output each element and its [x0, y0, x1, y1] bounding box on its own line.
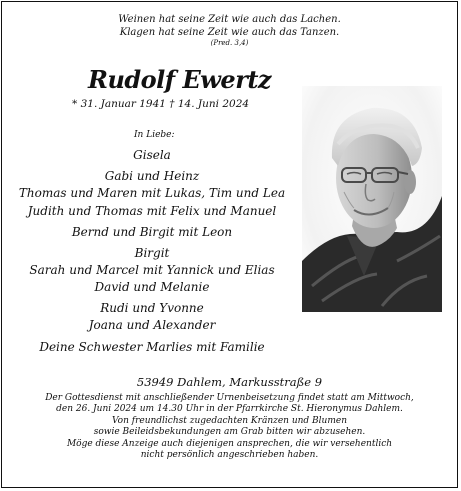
service-line: sowie Beileidsbekundungen am Grab bitten wir abzusehen.	[93, 427, 366, 438]
quote-line-1: Weinen hat seine Zeit wie auch das Lachen.	[118, 14, 341, 25]
service-line: Von freundlichst zugedachten Kränzen und Blumen	[111, 415, 347, 426]
portrait-photo	[302, 86, 442, 312]
mourner-line: David und Melanie	[94, 280, 210, 294]
deceased-name: Rudolf Ewertz	[88, 65, 272, 94]
mourners-intro: In Liebe:	[134, 130, 175, 140]
mourner-line: Sarah und Marcel mit Yannick und Elias	[29, 263, 275, 277]
quote-source: (Pred. 3,4)	[210, 39, 249, 47]
service-line: Der Gottesdienst mit anschließender Urnenbeisetzung findet statt am Mittwoch,	[45, 393, 414, 403]
service-details	[2, 393, 457, 461]
mourner-line: Joana und Alexander	[88, 318, 216, 332]
mourner-line: Gabi und Heinz	[104, 169, 200, 183]
service-line: nicht persönlich angeschrieben haben.	[140, 450, 319, 461]
service-line: den 26. Juni 2024 um 14.30 Uhr in der Pfarrkirche St. Hieronymus Dahlem.	[56, 404, 403, 415]
service-line: Möge diese Anzeige auch diejenigen ansprechen, die wir versehentlich	[66, 438, 393, 449]
mourner-line: Birgit	[134, 246, 170, 260]
mourner-line: Rudi und Yvonne	[100, 301, 204, 315]
scripture-quote	[2, 13, 457, 48]
mourner-line: Judith und Thomas mit Felix und Manuel	[27, 204, 277, 218]
obituary-notice	[1, 1, 458, 488]
mourner-line: Thomas und Maren mit Lukas, Tim und Lea	[18, 186, 286, 200]
mourning-address: 53949 Dahlem, Markusstraße 9	[136, 375, 323, 389]
mourner-line: Deine Schwester Marlies mit Familie	[39, 340, 265, 354]
mourner-line: Gisela	[133, 148, 171, 162]
life-dates: * 31. Januar 1941 † 14. Juni 2024	[72, 98, 250, 110]
mourner-line: Bernd und Birgit mit Leon	[71, 225, 233, 239]
quote-line-2: Klagen hat seine Zeit wie auch das Tanzen.	[119, 27, 340, 38]
